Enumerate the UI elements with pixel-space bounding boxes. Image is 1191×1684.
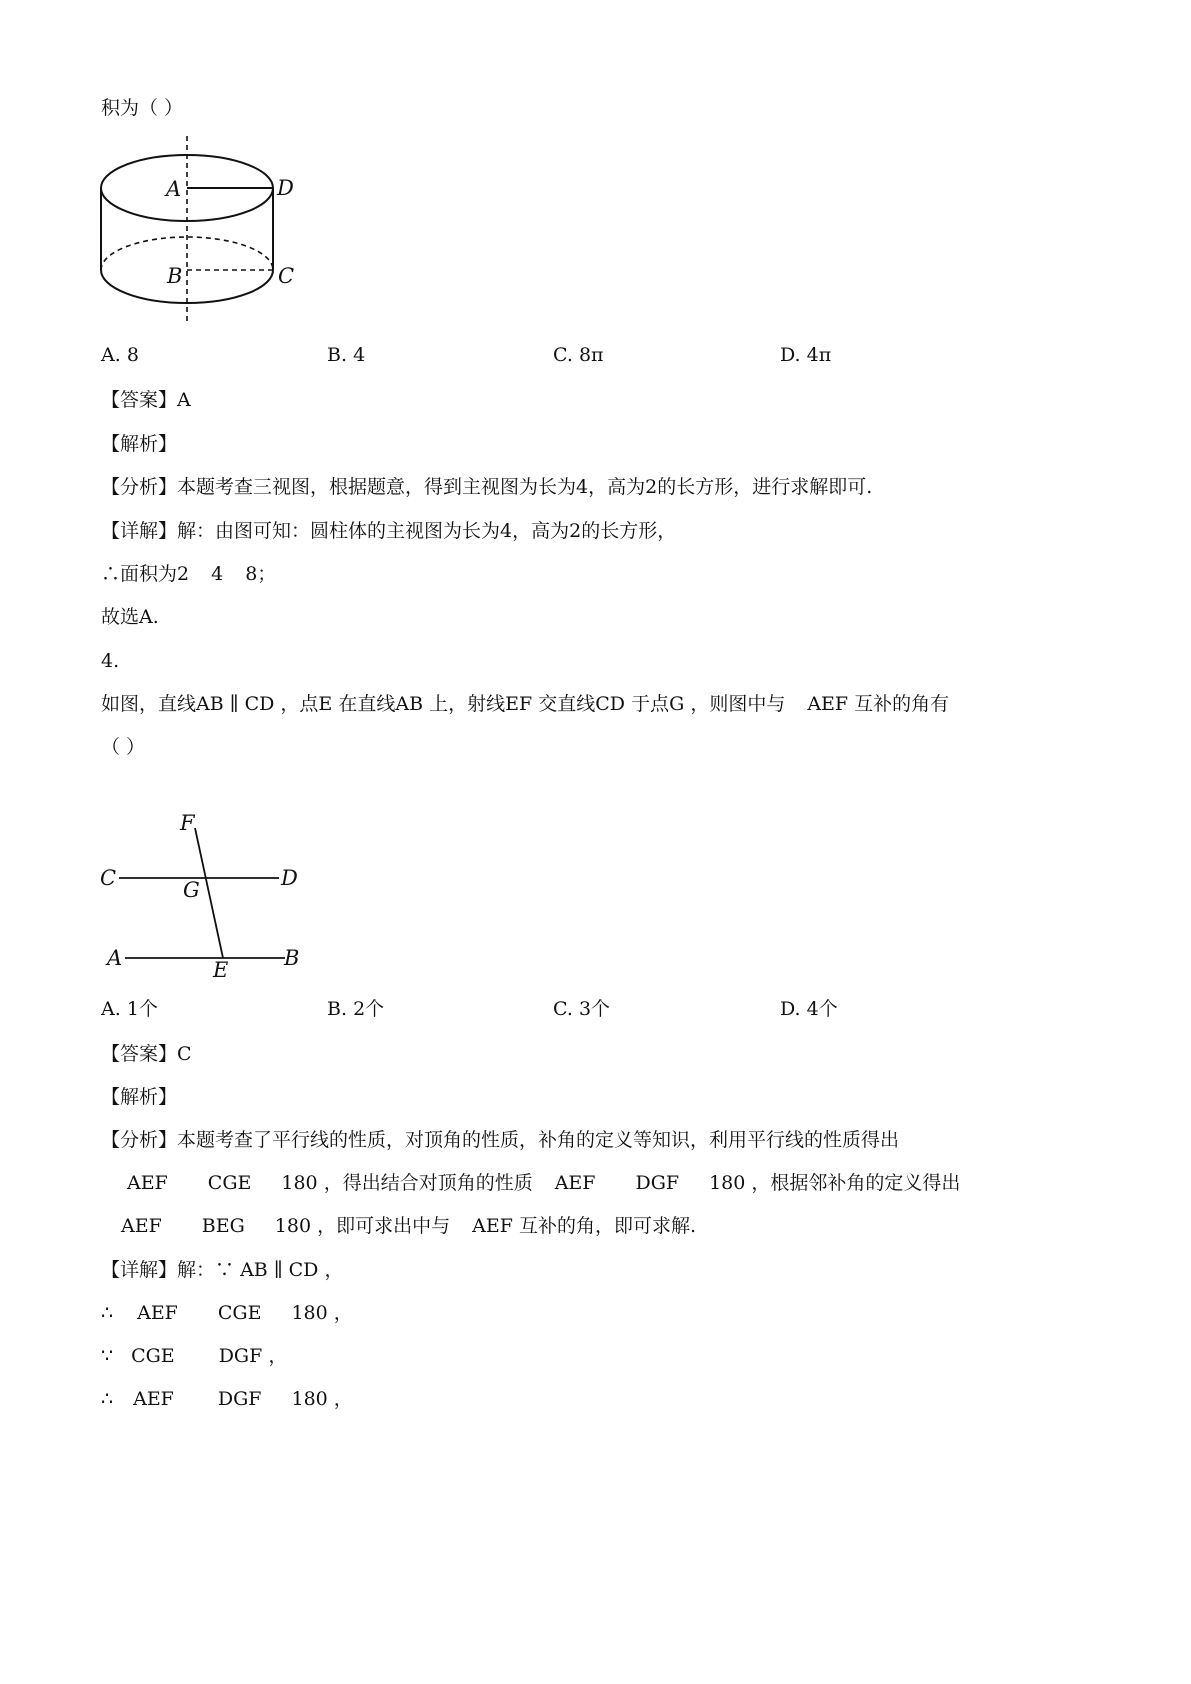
label-d: D (277, 176, 294, 200)
q3-area-line: ∴面积为2 4 8； (101, 563, 277, 585)
label-d: D (281, 866, 298, 890)
q4-option-a: A. 1个 (101, 998, 158, 1020)
q4-stem-paren: （ ） (101, 736, 146, 758)
q4-option-d: D. 4个 (780, 998, 838, 1020)
q4-step-2: ∵ CGE DGF ， (101, 1345, 288, 1367)
label-b: B (284, 946, 300, 970)
label-c: C (278, 264, 295, 288)
label-b: B (167, 264, 183, 288)
q4-option-b: B. 2个 (327, 998, 385, 1020)
q4-step-3: ∴ AEF DGF 180 ， (101, 1388, 353, 1410)
q4-fenxi-line3: AEF BEG 180 ，即可求出中与 AEF 互补的角，即可求解. (121, 1215, 696, 1237)
label-f: F (180, 811, 195, 835)
q3-conclusion: 故选A. (101, 606, 159, 628)
q3-xiangjie: 【详解】解：由图可知：圆柱体的主视图为长为4，高为2的长方形， (101, 520, 677, 542)
label-c: C (100, 866, 117, 890)
q4-stem: 如图，直线AB ∥ CD ，点E 在直线AB 上，射线EF 交直线CD 于点G ，则图中与 AEF 互补的角有 (101, 693, 950, 715)
parallel-lines-figure (95, 808, 315, 988)
q4-fenxi-line2: AEF CGE 180 ，得出结合对顶角的性质 AEF DGF 180 ，根据邻补角的定义得出 (127, 1172, 961, 1194)
q3-option-c: C. 8π (553, 344, 604, 366)
q3-answer: 【答案】A (101, 389, 191, 411)
q4-step-1: ∴ AEF CGE 180 ， (101, 1302, 353, 1324)
q3-option-b: B. 4 (327, 344, 366, 366)
q3-stem-tail: 积为（ ） (101, 97, 184, 119)
q4-xiangjie: 【详解】解：∵ AB ∥ CD ， (101, 1259, 344, 1281)
q4-analysis-title: 【解析】 (101, 1086, 178, 1108)
q3-option-a: A. 8 (101, 344, 139, 366)
label-a: A (166, 177, 182, 201)
q4-option-c: C. 3个 (553, 998, 611, 1020)
label-a: A (107, 946, 123, 970)
q3-fenxi: 【分析】本题考查三视图，根据题意，得到主视图为长为4，高为2的长方形，进行求解即可. (101, 476, 873, 498)
label-g: G (183, 878, 200, 902)
q4-fenxi: 【分析】本题考查了平行线的性质，对顶角的性质，补角的定义等知识，利用平行线的性质得出 (101, 1129, 900, 1151)
q3-option-d: D. 4π (780, 344, 832, 366)
cylinder-figure (95, 136, 315, 326)
q3-analysis-title: 【解析】 (101, 433, 178, 455)
q4-answer: 【答案】C (101, 1043, 192, 1065)
label-e: E (213, 958, 229, 982)
q4-number: 4. (101, 650, 120, 672)
